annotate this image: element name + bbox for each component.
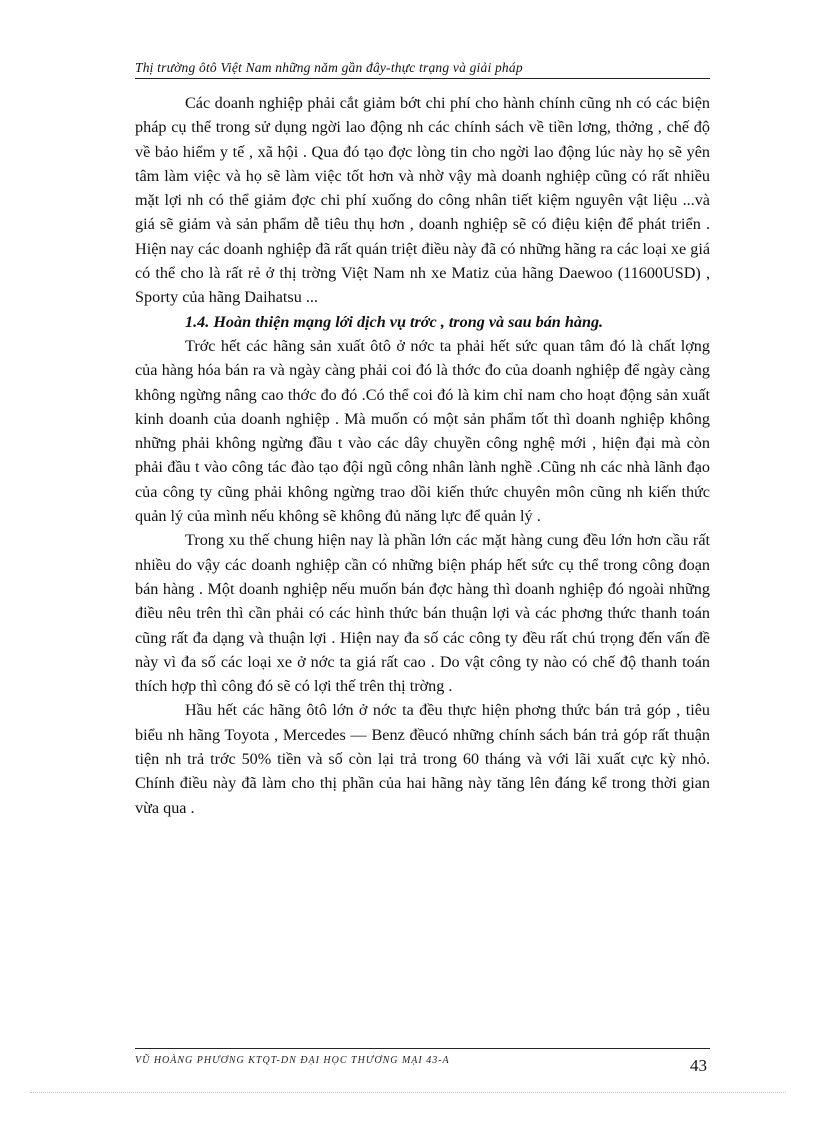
footer-author: VŨ HOÀNG PHƯƠNG KTQT-DN ĐẠI HỌC THƯƠNG MẠI 43-A	[135, 1055, 450, 1066]
paragraph-cost-reduction: Các doanh nghiệp phải cắt giảm bớt chi phí cho hành chính cũng nh có các biện pháp cụ thể trong sử dụng ngời lao động nh các chính sách về tiền lơng, thởng , chế độ về bảo hiểm y tế , xã hội . Qua đó tạo đợc lòng tin cho ngời lao động lúc này họ sẽ yên tâm làm việc và họ sẽ làm việc tốt hơn và nhờ vậy mà doanh nghiệp cũng có rất nhiều mặt lợi nh có thể giảm đợc chi phí xuống do công nhân tiết kiệm nguyên vật liệu ...và giá sẽ giảm và sản phẩm dễ tiêu thụ hơn , doanh nghiệp sẽ có điệu kiện để phát triển . Hiện nay các doanh nghiệp đã rất quán triệt điều này đã có những hãng ra các loại xe giá có thể cho là rất rẻ ở thị trờng Việt Nam nh xe Matiz của hãng Daewoo (11600USD) , Sporty của hãng Daihatsu ...	[135, 94, 710, 307]
paragraph-installment: Hầu hết các hãng ôtô lớn ở nớc ta đều thực hiện phơng thức bán trả góp , tiêu biểu nh hãng Toyota , Mercedes — Benz đềucó những chính sách bán trả góp rất thuận tiện nh trả trớc 50% tiền và số còn lại trả trong 60 tháng và với lãi xuất cực kỳ nhỏ. Chính điều này đã làm cho thị phần của hai hãng này tăng lên đáng kể trong thời gian vừa qua .	[135, 701, 710, 817]
section-heading: 1.4. Hoàn thiện mạng lới dịch vụ trớc , trong và sau bán hàng.	[185, 312, 604, 331]
paragraph-sales: Trong xu thế chung hiện nay là phần lớn các mặt hàng cung đều lớn hơn cầu rất nhiều do vậy các doanh nghiệp cần có những biện pháp hết sức cụ thể trong công đoạn bán hàng . Một doanh nghiệp nếu muốn bán đợc hàng thì doanh nghiệp đó ngoài những điều nêu trên thì cần phải có các hình thức bán thuận lợi và các phơng thức thanh toán cũng rất đa dạng và thuận lợi . Hiện nay đa số các công ty đều rất chú trọng đến vấn đề này vì đa số các loại xe ở nớc ta giá rất cao . Do vật công ty nào có chế độ thanh toán thích hợp thì công đó sẽ có lợi thế trên thị trờng .	[135, 531, 710, 696]
footer-divider	[135, 1048, 710, 1049]
paragraph-quality: Trớc hết các hãng sản xuất ôtô ở nớc ta phải hết sức quan tâm đó là chất lợng của hàng hóa bán ra và ngày càng phải coi đó là thớc đo của doanh nghiệp để ngày càng không ngừng nâng cao thớc đo đó .Có thể coi đó là kim chỉ nam cho hoạt động sản xuất kinh doanh của doanh nghiệp . Mà muốn có một sản phẩm tốt thì doanh nghiệp không những phải không ngừng đầu t vào các dây chuyền công nghệ mới , hiện đại mà còn phải đầu t vào công tác đào tạo đội ngũ công nhân lành nghề .Cũng nh các nhà lãnh đạo của công ty cũng phải không ngừng trao dồi kiến thức chuyên môn cũng nh kiến thức quản lý của mình nếu không sẽ không đủ năng lực để quản lý .	[135, 336, 710, 526]
header-title: Thị trường ôtô Việt Nam những năm gần đây-thực trạng và giải pháp	[135, 60, 523, 75]
page-header	[135, 60, 710, 79]
document-body	[135, 91, 710, 820]
page-bottom-border	[30, 1092, 786, 1093]
page-number: 43	[690, 1056, 707, 1075]
